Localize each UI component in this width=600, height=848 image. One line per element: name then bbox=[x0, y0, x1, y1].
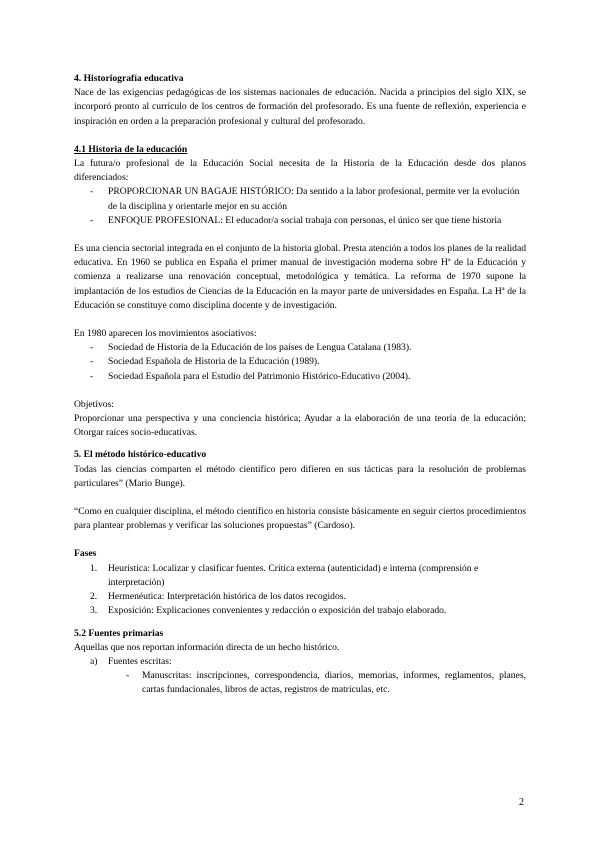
movimientos-list bbox=[74, 341, 526, 384]
section-4-paragraph: Nace de las exigencias pedagógicas de los sistemas nacionales de educación. Nacida a principios del siglo XIX, se incorporó pronto al currículo de los centros de formación del profesorado. Es una fuente de reflexión, experiencia e inspiración en orden a la preparación profesional y cultural del profesorado. bbox=[74, 87, 526, 127]
list-item bbox=[74, 562, 526, 590]
list-item: - PROPORCIONAR UN BAGAJE HISTÓRICO: Da sentido a la labor profesional, permite ver la evolución de la disciplina y orientarle mejor en su acción bbox=[74, 185, 526, 213]
item-number: 1. bbox=[90, 562, 98, 574]
planes-list bbox=[74, 185, 526, 228]
page-content bbox=[74, 72, 526, 698]
list-item bbox=[74, 604, 526, 618]
page-number: 2 bbox=[519, 797, 524, 808]
cardoso-quote: “Como en cualquier disciplina, el método científico en historia consiste básicamente en seguir ciertos procedimientos para plantear problemas y verificar las soluciones propuestas” (Cardoso). bbox=[74, 506, 526, 532]
item-text: Heurística: Localizar y clasificar fuentes. Crítica externa (autenticidad) e interna (comprensión e interpretación) bbox=[108, 562, 479, 588]
section-4-heading: 4. Historiografía educativa bbox=[74, 73, 184, 84]
section-5-2-heading: 5.2 Fuentes primarias bbox=[74, 627, 164, 639]
list-item: - Sociedad Española para el Estudio del Patrimonio Histórico-Educativo (2004). bbox=[74, 370, 526, 384]
list-item: - ENFOQUE PROFESIONAL: El educador/a social trabaja con personas, el único ser que tiene historia bbox=[74, 214, 526, 228]
objetivos-text: Proporcionar una perspectiva y una conciencia histórica; Ayudar a la elaboración de una teoría de la educación; Otorgar raíces socio-educativas. bbox=[74, 413, 526, 439]
section-5-2-intro: Aquellas que nos reportan información directa de un hecho histórico. bbox=[74, 641, 340, 653]
section-5-paragraph: Todas las ciencias comparten el método científico pero difieren en sus tácticas para la resolución de problemas particulares” (Mario Bunge). bbox=[74, 463, 526, 489]
item-text: Fuentes escritas: bbox=[108, 655, 172, 667]
section-4-1-intro: La futura/o profesional de la Educación Social necesita de la Historia de la Educación desde dos planos diferenciados: bbox=[74, 158, 526, 184]
movimientos-intro: En 1980 aparecen los movimientos asociativos: bbox=[74, 328, 257, 340]
section-4-1-heading: 4.1 Historia de la educación bbox=[74, 143, 188, 155]
item-number: 2. bbox=[90, 591, 98, 603]
section-4-1-paragraph: Es una ciencia sectorial integrada en el conjunto de la historia global. Presta atención a todos los planes de la realidad educativa. En 1960 se publica en España el primer manual de investigación moderna sobre Hª de la Educación y comienza a realizarse una renovación conceptual, metodológica y temática. La reforma de 1970 supone la implantación de los estudios de Ciencias de la Educación en la mayor parte de universidades en España. La Hª de la Educación se constituye como disciplina docente y de investigación. bbox=[74, 243, 526, 311]
item-number: 3. bbox=[90, 605, 98, 617]
item-text: Hermenéutica: Interpretación histórica de los datos recogidos. bbox=[108, 591, 346, 603]
fases-heading: Fases bbox=[74, 548, 97, 560]
item-letter: a) bbox=[90, 655, 98, 667]
objetivos-label: Objetivos: bbox=[74, 398, 114, 410]
section-5-heading: 5. El método histórico-educativo bbox=[74, 449, 207, 461]
item-text: Exposición: Explicaciones convenientes y redacción o exposición del trabajo elaborado. bbox=[108, 605, 447, 617]
list-item bbox=[74, 590, 526, 604]
list-item bbox=[74, 655, 526, 669]
sub-list-item: - Manuscritas: inscripciones, correspondencia, diarios, memorias, informes, reglamentos, planes, cartas fundacionales, libros de actas, registros de matrículas, etc. bbox=[126, 670, 526, 696]
item-text: Manuscritas: inscripciones, correspondencia, diarios, memorias, informes, reglamentos, planes, cartas fundacionales, libros de actas, registros de matrículas, etc. bbox=[142, 670, 526, 696]
fases-list bbox=[74, 562, 526, 619]
list-item: - Sociedad Española de Historia de la Educación (1989). bbox=[74, 355, 526, 369]
list-item: - Sociedad de Historia de la Educación de los países de Lengua Catalana (1983). bbox=[74, 341, 526, 355]
